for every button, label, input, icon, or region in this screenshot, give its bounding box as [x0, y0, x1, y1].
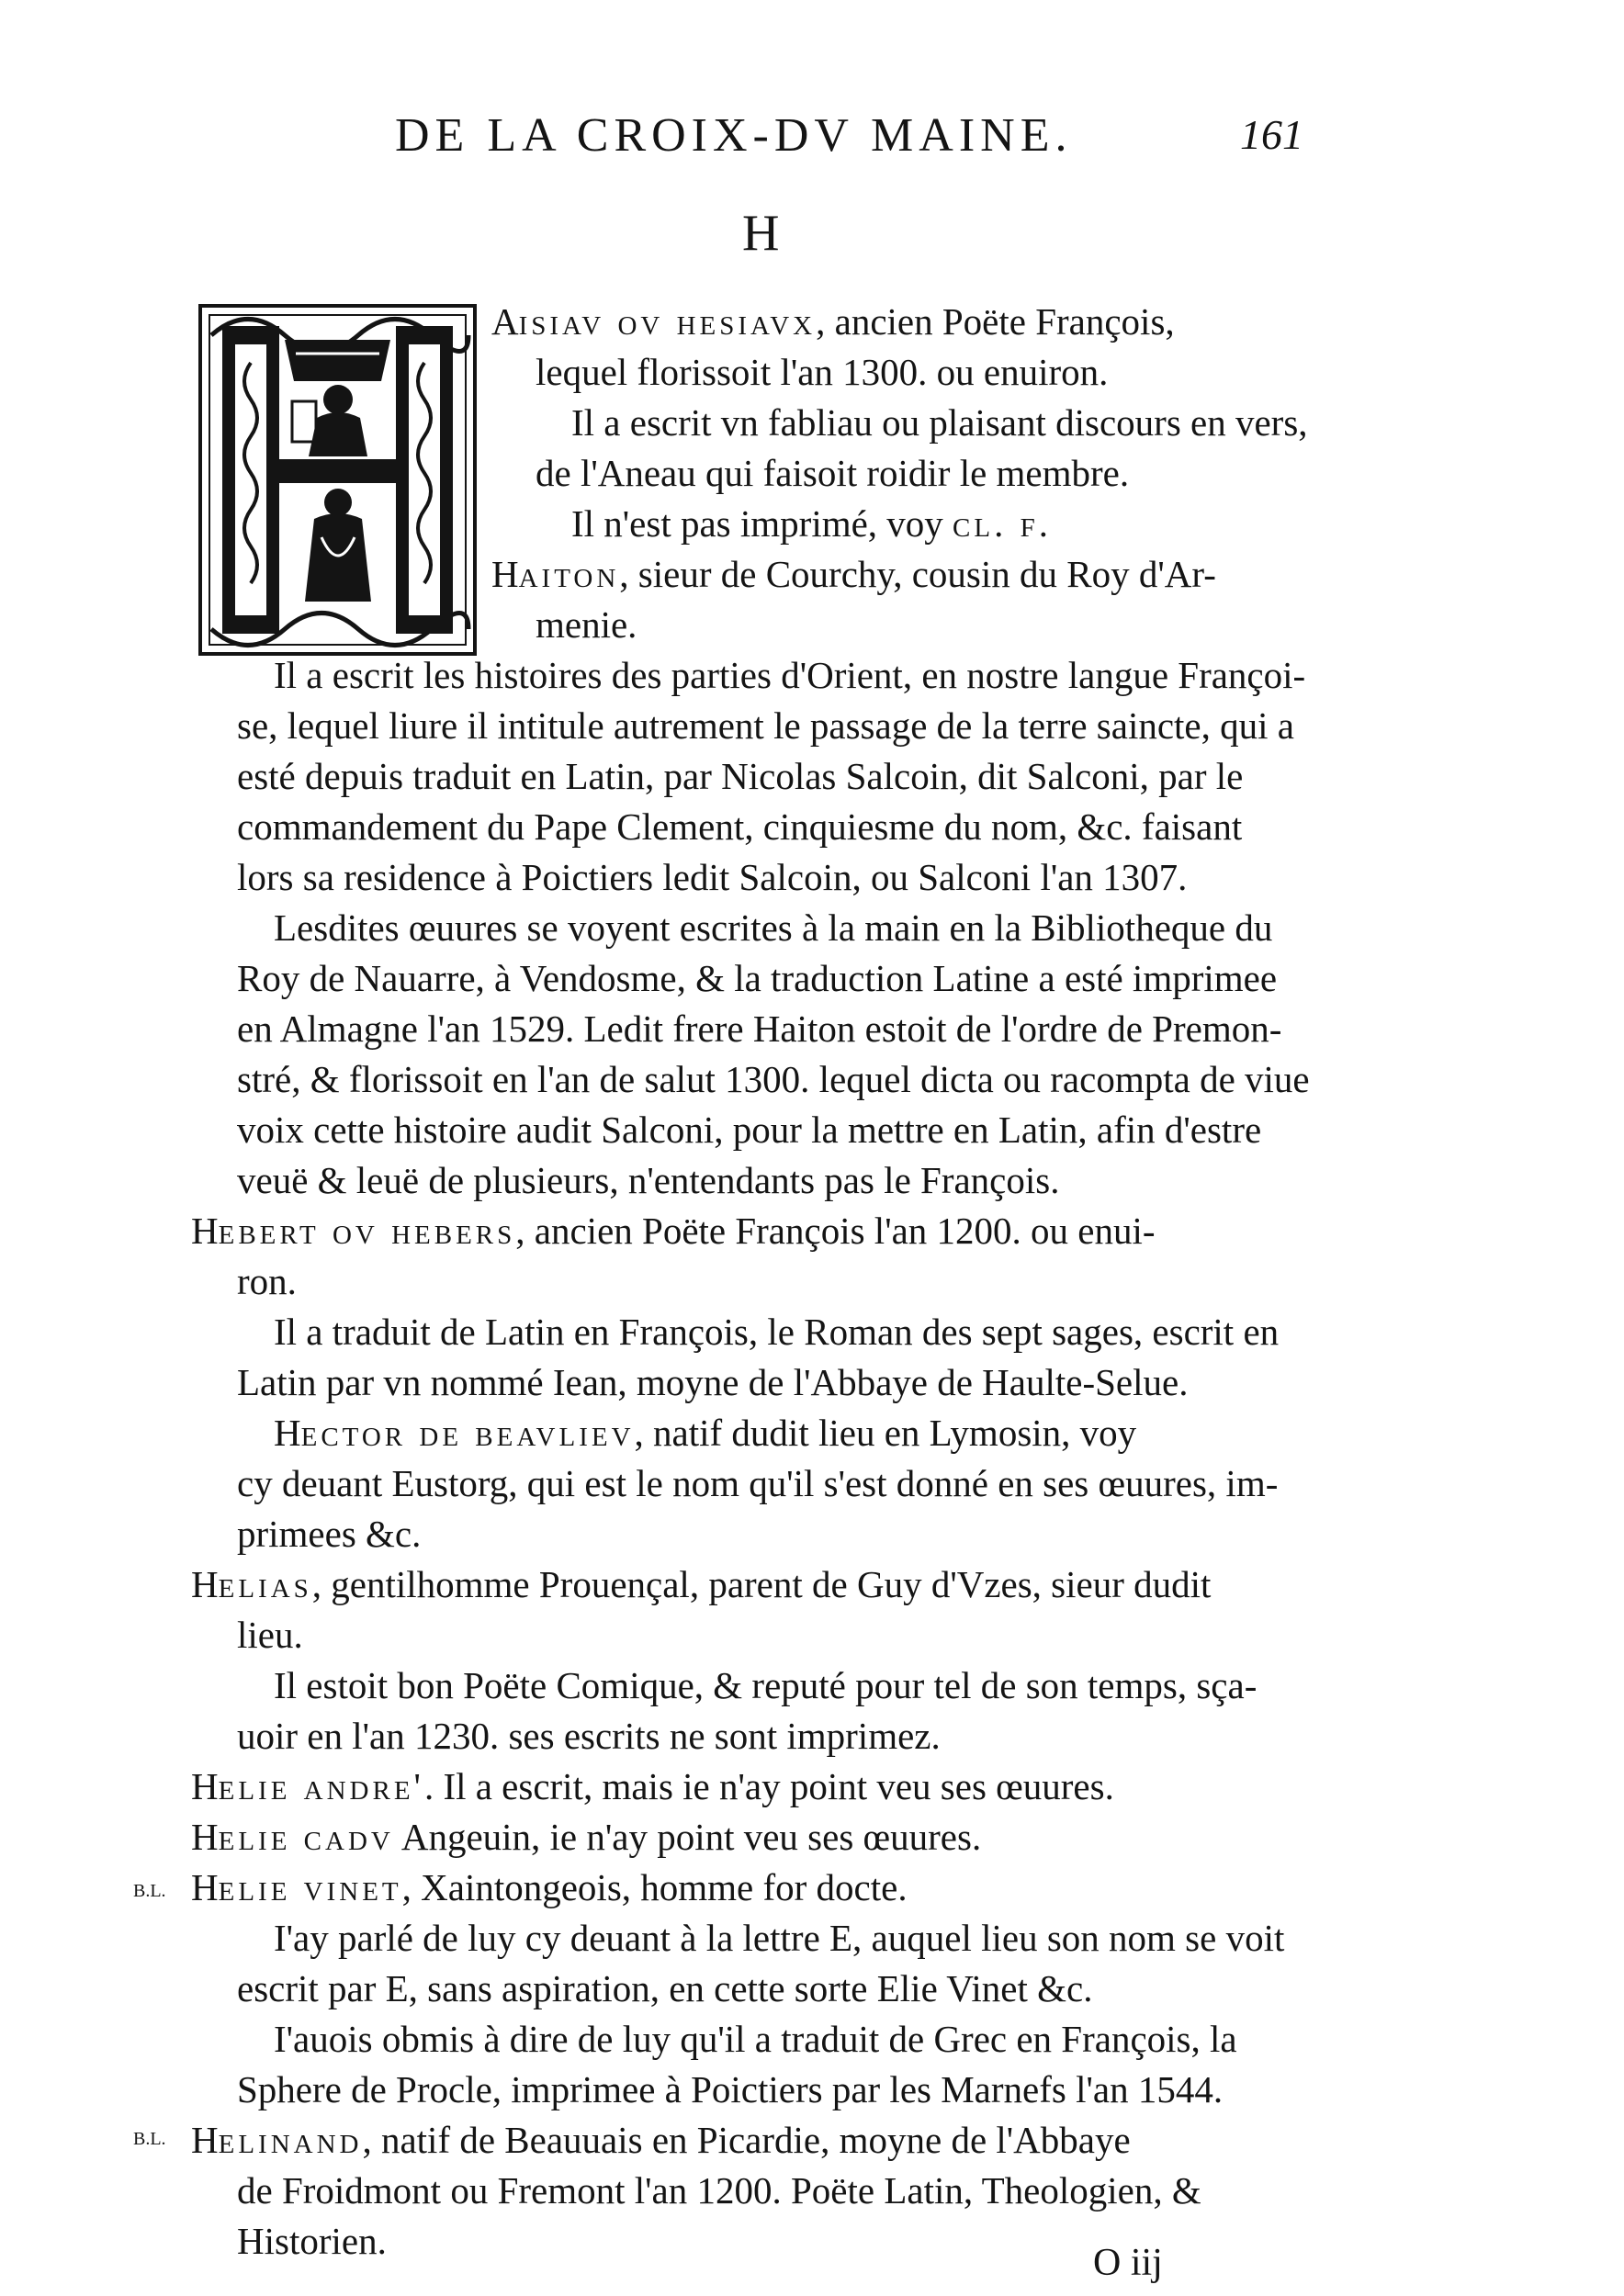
text-line: esté depuis traduit en Latin, par Nicolas Salcoin, dit Salconi, par le	[237, 755, 1244, 797]
text-line: Aisiav ov hesiavx, ancien Poëte François,	[491, 300, 1175, 343]
text-line: Sphere de Procle, imprimee à Poictiers par les Marnefs l'an 1544.	[237, 2068, 1224, 2110]
text-line: Hebert ov hebers, ancien Poëte François l'an 1200. ou enui-	[191, 1210, 1156, 1252]
text-line: Il a escrit les histoires des parties d'Orient, en nostre langue Françoi-	[274, 654, 1306, 696]
text-line: cy deuant Eustorg, qui est le nom qu'il s'est donné en ses œuures, im-	[237, 1462, 1279, 1504]
text-line: stré, & florissoit en l'an de salut 1300. lequel dicta ou racompta de viue	[237, 1058, 1310, 1100]
text-line: de l'Aneau qui faisoit roidir le membre.	[536, 452, 1130, 494]
margin-note: B.L.	[133, 2129, 166, 2149]
text-line: veuë & leuë de plusieurs, n'entendants pas le François.	[237, 1159, 1060, 1201]
text-line: lequel florissoit l'an 1300. ou enuiron.	[536, 351, 1109, 393]
text-line: Il n'est pas imprimé, voy cl. f.	[571, 502, 1052, 545]
text-line: commandement du Pape Clement, cinquiesme du nom, &c. faisant	[237, 805, 1243, 848]
text-line: voix cette histoire audit Salconi, pour la mettre en Latin, afin d'estre	[237, 1109, 1262, 1151]
text-line: Helias, gentilhomme Prouençal, parent de Guy d'Vzes, sieur dudit	[191, 1563, 1212, 1605]
running-title: DE LA CROIX-DV MAINE.	[395, 109, 1073, 162]
text-line: Historien.	[237, 2220, 387, 2262]
text-line: Hector de beavliev, natif dudit lieu en Lymosin, voy	[274, 1412, 1137, 1454]
text-line: menie.	[536, 603, 637, 646]
text-line: Helinand, natif de Beauuais en Picardie, moyne de l'Abbaye	[191, 2119, 1131, 2161]
text-line: Il a traduit de Latin en François, le Roman des sept sages, escrit en	[274, 1311, 1280, 1353]
signature-mark: O iij	[1093, 2242, 1163, 2284]
text-line: Il estoit bon Poëte Comique, & reputé pour tel de son temps, sça-	[274, 1664, 1257, 1706]
text-line: lieu.	[237, 1614, 303, 1656]
text-line: de Froidmont ou Fremont l'an 1200. Poëte Latin, Theologien, &	[237, 2169, 1201, 2212]
text-line: escrit par E, sans aspiration, en cette sorte Elie Vinet &c.	[237, 1967, 1093, 2009]
text-line: Helie vinet, Xaintongeois, homme for docte.	[191, 1866, 908, 1908]
text-line: uoir en l'an 1230. ses escrits ne sont imprimez.	[237, 1715, 941, 1757]
text-line: ron.	[237, 1260, 297, 1302]
text-line: Helie andre'. Il a escrit, mais ie n'ay point veu ses œuures.	[191, 1765, 1114, 1807]
text-line: lors sa residence à Poictiers ledit Salcoin, ou Salconi l'an 1307.	[237, 856, 1188, 898]
text-line: Il a escrit vn fabliau ou plaisant discours en vers,	[571, 401, 1308, 444]
text-line: en Almagne l'an 1529. Ledit frere Haiton estoit de l'ordre de Premon-	[237, 1007, 1282, 1050]
text-line: primees &c.	[237, 1513, 422, 1555]
text-line: Roy de Nauarre, à Vendosme, & la traduction Latine a esté imprimee	[237, 957, 1278, 999]
text-line: Latin par vn nommé Iean, moyne de l'Abbaye de Haulte-Selue.	[237, 1361, 1189, 1403]
text-line: Lesdites œuures se voyent escrites à la main en la Bibliotheque du	[274, 906, 1273, 949]
text-line: I'ay parlé de luy cy deuant à la lettre E, auquel lieu son nom se voit	[274, 1917, 1285, 1959]
ornate-initial-icon	[193, 298, 482, 661]
text-line: Haiton, sieur de Courchy, cousin du Roy d'Ar-	[491, 553, 1216, 595]
margin-note: B.L.	[133, 1881, 166, 1901]
page-number: 161	[1240, 111, 1303, 158]
text-line: se, lequel liure il intitule autrement le passage de la terre saincte, qui a	[237, 704, 1294, 747]
reference-tag: cl. f.	[953, 502, 1052, 545]
text-line: Helie cadv Angeuin, ie n'ay point veu ses œuures.	[191, 1816, 982, 1858]
text-line: I'auois obmis à dire de luy qu'il a traduit de Grec en François, la	[274, 2018, 1237, 2060]
section-letter: H	[742, 205, 780, 262]
